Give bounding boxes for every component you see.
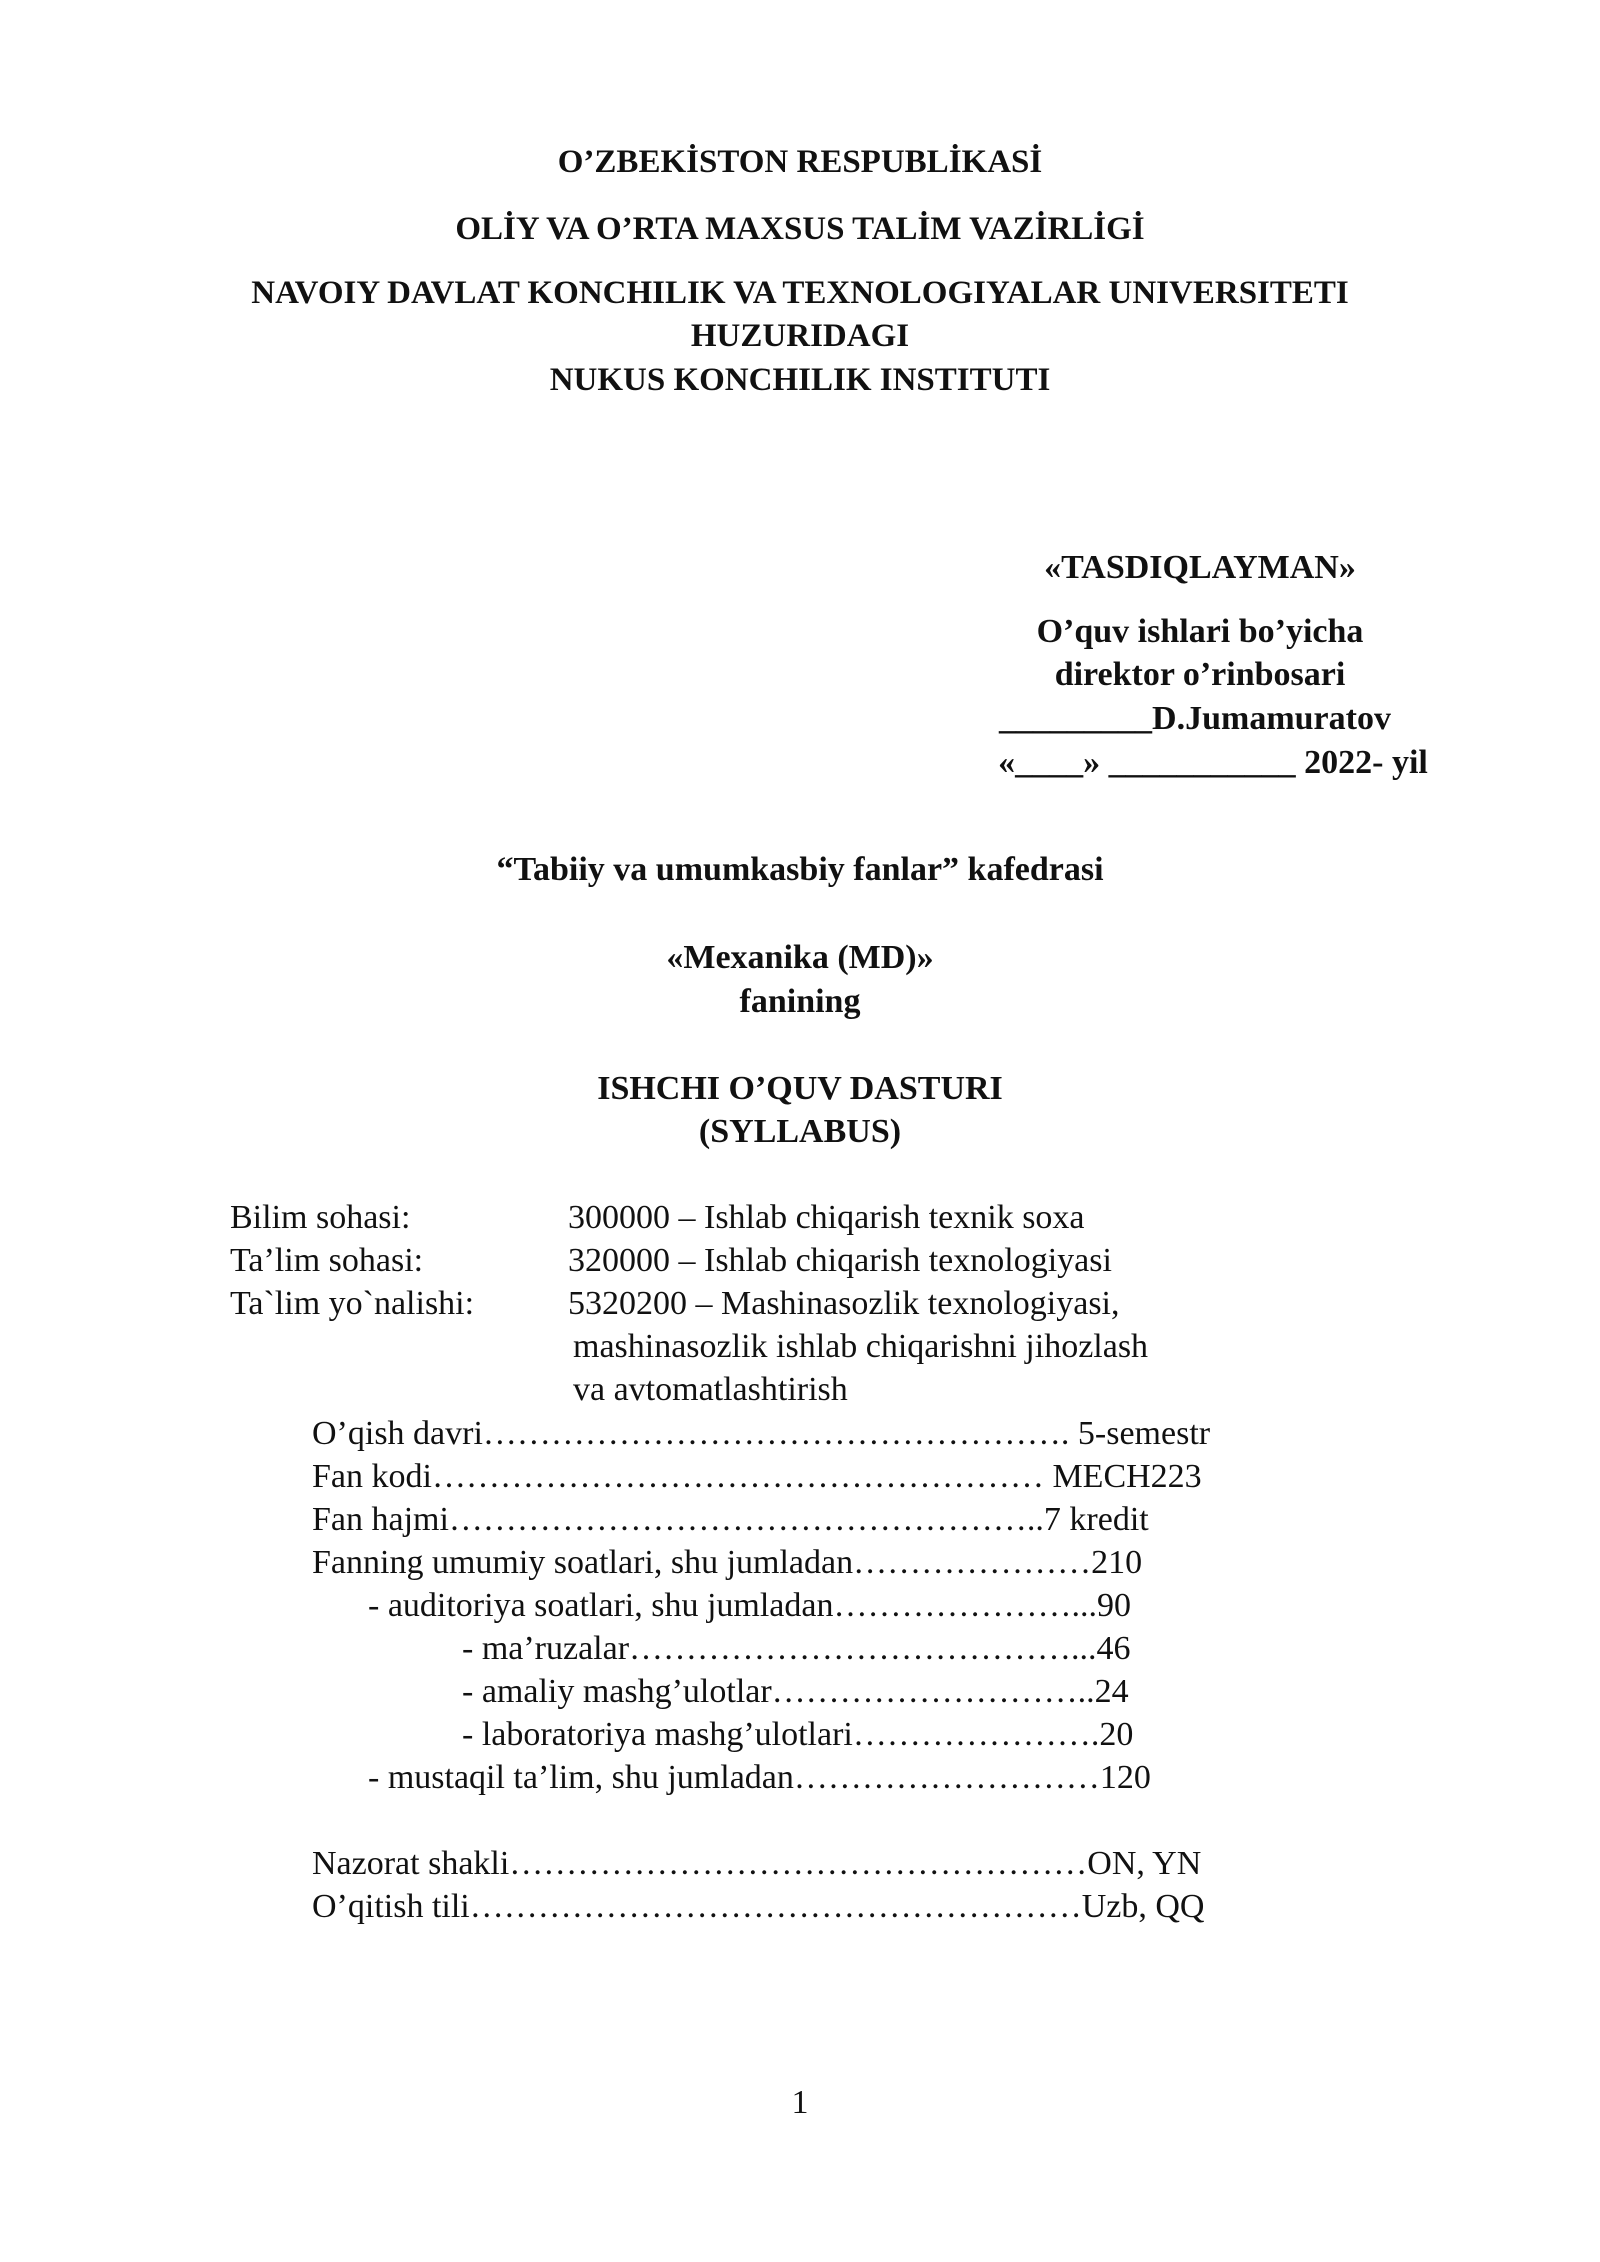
field-label-direction: Ta`lim yo`nalishi: — [230, 1285, 475, 1322]
detail-language: O’qitish tili………………………………………………Uzb, QQ — [312, 1888, 1205, 1925]
detail-course-volume: Fan hajmi……………………………………………..7 kredit — [312, 1501, 1149, 1538]
approval-title: «TASDIQLAYMAN» — [1044, 549, 1356, 586]
header-country: O’ZBEKİSTON RESPUBLİKASİ — [557, 144, 1043, 180]
subject-name: «Mexanika (MD)» — [666, 939, 934, 976]
field-value-education-area: 320000 – Ishlab chiqarish texnologiyasi — [568, 1242, 1112, 1279]
field-label-education-area: Ta’lim sohasi: — [230, 1242, 424, 1279]
detail-lectures: - ma’ruzalar…………………………………...46 — [462, 1630, 1131, 1667]
field-value-direction-cont1: mashinasozlik ishlab chiqarishni jihozlash — [573, 1328, 1149, 1365]
approval-position-line2: direktor o’rinbosari — [1054, 656, 1346, 693]
field-label-knowledge-area: Bilim sohasi: — [230, 1199, 411, 1236]
header-ministry: OLİY VA O’RTA MAXSUS TALİM VAZİRLİGİ — [455, 211, 1145, 247]
page-number: 1 — [791, 2084, 809, 2121]
field-value-direction-cont2: va avtomatlashtirish — [573, 1371, 848, 1408]
field-value-direction: 5320200 – Mashinasozlik texnologiyasi, — [568, 1285, 1120, 1322]
approval-signature: _________D.Jumamuratov — [999, 700, 1391, 737]
approval-date: «____» ___________ 2022- yil — [998, 744, 1428, 781]
subject-suffix: fanining — [739, 983, 861, 1020]
department-title: “Tabiiy va umumkasbiy fanlar” kafedrasi — [496, 851, 1104, 888]
detail-total-hours: Fanning umumiy soatlari, shu jumladan…………………210 — [312, 1544, 1143, 1581]
detail-independent-study: - mustaqil ta’lim, shu jumladan………………………120 — [368, 1759, 1151, 1796]
detail-auditorium-hours: - auditoriya soatlari, shu jumladan…………………...90 — [368, 1587, 1131, 1624]
detail-laboratory: - laboratoriya mashg’ulotlari………………….20 — [462, 1716, 1134, 1753]
program-title: ISHCHI O’QUV DASTURI — [597, 1070, 1003, 1107]
field-value-knowledge-area: 300000 – Ishlab chiqarish texnik soxa — [568, 1199, 1085, 1236]
header-university: NAVOIY DAVLAT KONCHILIK VA TEXNOLOGIYALAR UNIVERSITETI — [251, 275, 1349, 311]
header-affiliation: HUZURIDAGI — [690, 318, 910, 354]
program-subtitle: (SYLLABUS) — [698, 1113, 902, 1150]
approval-position-line1: O’quv ishlari bo’yicha — [1036, 613, 1364, 650]
detail-study-period: O’qish davri……………………………………………. 5-semestr — [312, 1415, 1211, 1452]
header-institute: NUKUS KONCHILIK INSTITUTI — [549, 362, 1051, 398]
detail-control-form: Nazorat shakli……………………………………………ON, YN — [312, 1845, 1202, 1882]
detail-practical: - amaliy mashg’ulotlar………………………..24 — [462, 1673, 1129, 1710]
detail-course-code: Fan kodi……………………………………………… MECH223 — [312, 1458, 1202, 1495]
